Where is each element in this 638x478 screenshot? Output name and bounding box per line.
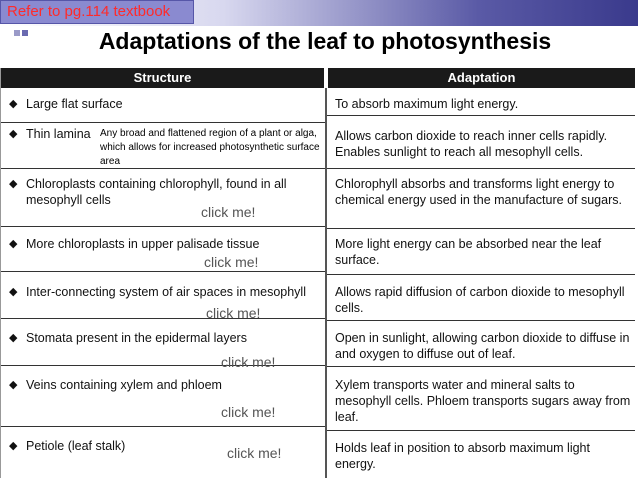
page-title: Adaptations of the leaf to photosynthesis <box>98 28 552 54</box>
diamond-bullet-icon: ◆ <box>9 332 18 344</box>
click-me-button[interactable]: click me! <box>206 305 261 321</box>
row-divider <box>1 318 325 319</box>
diamond-bullet-icon: ◆ <box>9 238 18 250</box>
diamond-bullet-icon: ◆ <box>9 379 18 391</box>
structure-cell: ◆ More chloroplasts in upper palisade tissue <box>9 237 260 251</box>
header-structure: Structure <box>1 68 324 88</box>
click-me-button[interactable]: click me! <box>221 404 276 420</box>
lamina-definition-note: Any broad and flattened region of a plant or alga, which allows for increased photosynthetic surface area <box>100 128 320 167</box>
click-me-button[interactable]: click me! <box>221 354 276 370</box>
row-divider <box>327 366 635 367</box>
structure-cell: ◆ Chloroplasts containing chlorophyll, found in all mesophyll cells <box>9 177 287 207</box>
diamond-bullet-icon: ◆ <box>9 440 18 452</box>
adaptation-cell: To absorb maximum light energy. <box>335 97 519 111</box>
row-divider <box>1 226 325 227</box>
diamond-bullet-icon: ◆ <box>9 286 18 298</box>
row-divider <box>1 271 325 272</box>
structure-cell: ◆ Thin lamina <box>9 127 91 141</box>
structure-cell: ◆ Large flat surface <box>9 97 123 111</box>
diamond-bullet-icon: ◆ <box>9 98 18 110</box>
adaptation-cell: Holds leaf in position to absorb maximum light energy. <box>335 441 590 471</box>
row-divider <box>327 228 635 229</box>
row-divider <box>1 365 325 366</box>
adaptation-cell: Allows rapid diffusion of carbon dioxide to mesophyll cells. <box>335 285 625 315</box>
structure-cell: ◆ Inter-connecting system of air spaces in mesophyll <box>9 285 306 299</box>
structure-cell: ◆ Stomata present in the epidermal layers <box>9 331 247 345</box>
textbook-reference: Refer to pg.114 textbook <box>0 0 194 24</box>
adaptation-cell: Open in sunlight, allowing carbon dioxide to diffuse in and oxygen to diffuse out of leaf. <box>335 331 630 361</box>
row-divider <box>1 122 325 123</box>
diamond-bullet-icon: ◆ <box>9 178 18 190</box>
click-me-button[interactable]: click me! <box>204 254 259 270</box>
adaptation-cell: More light energy can be absorbed near the leaf surface. <box>335 237 602 267</box>
click-me-button[interactable]: click me! <box>227 445 282 461</box>
adaptations-table <box>0 68 635 478</box>
adaptation-cell: Chlorophyll absorbs and transforms light energy to chemical energy used in the manufacture of sugars. <box>335 177 622 207</box>
diamond-bullet-icon: ◆ <box>9 128 18 140</box>
structure-cell: ◆ Veins containing xylem and phloem <box>9 378 222 392</box>
adaptation-cell: Xylem transports water and mineral salts to mesophyll cells. Phloem transports sugars away from leaf. <box>335 378 631 424</box>
row-divider <box>1 426 325 427</box>
click-me-button[interactable]: click me! <box>201 204 256 220</box>
row-divider <box>327 115 635 116</box>
row-divider <box>327 274 635 275</box>
structure-cell: ◆ Petiole (leaf stalk) <box>9 439 126 453</box>
row-divider <box>327 320 635 321</box>
adaptation-cell: Allows carbon dioxide to reach inner cells rapidly. Enables sunlight to reach all mesophyll cells. <box>335 129 608 159</box>
row-divider <box>327 430 635 431</box>
row-divider <box>327 168 635 169</box>
header-adaptation: Adaptation <box>328 68 635 88</box>
